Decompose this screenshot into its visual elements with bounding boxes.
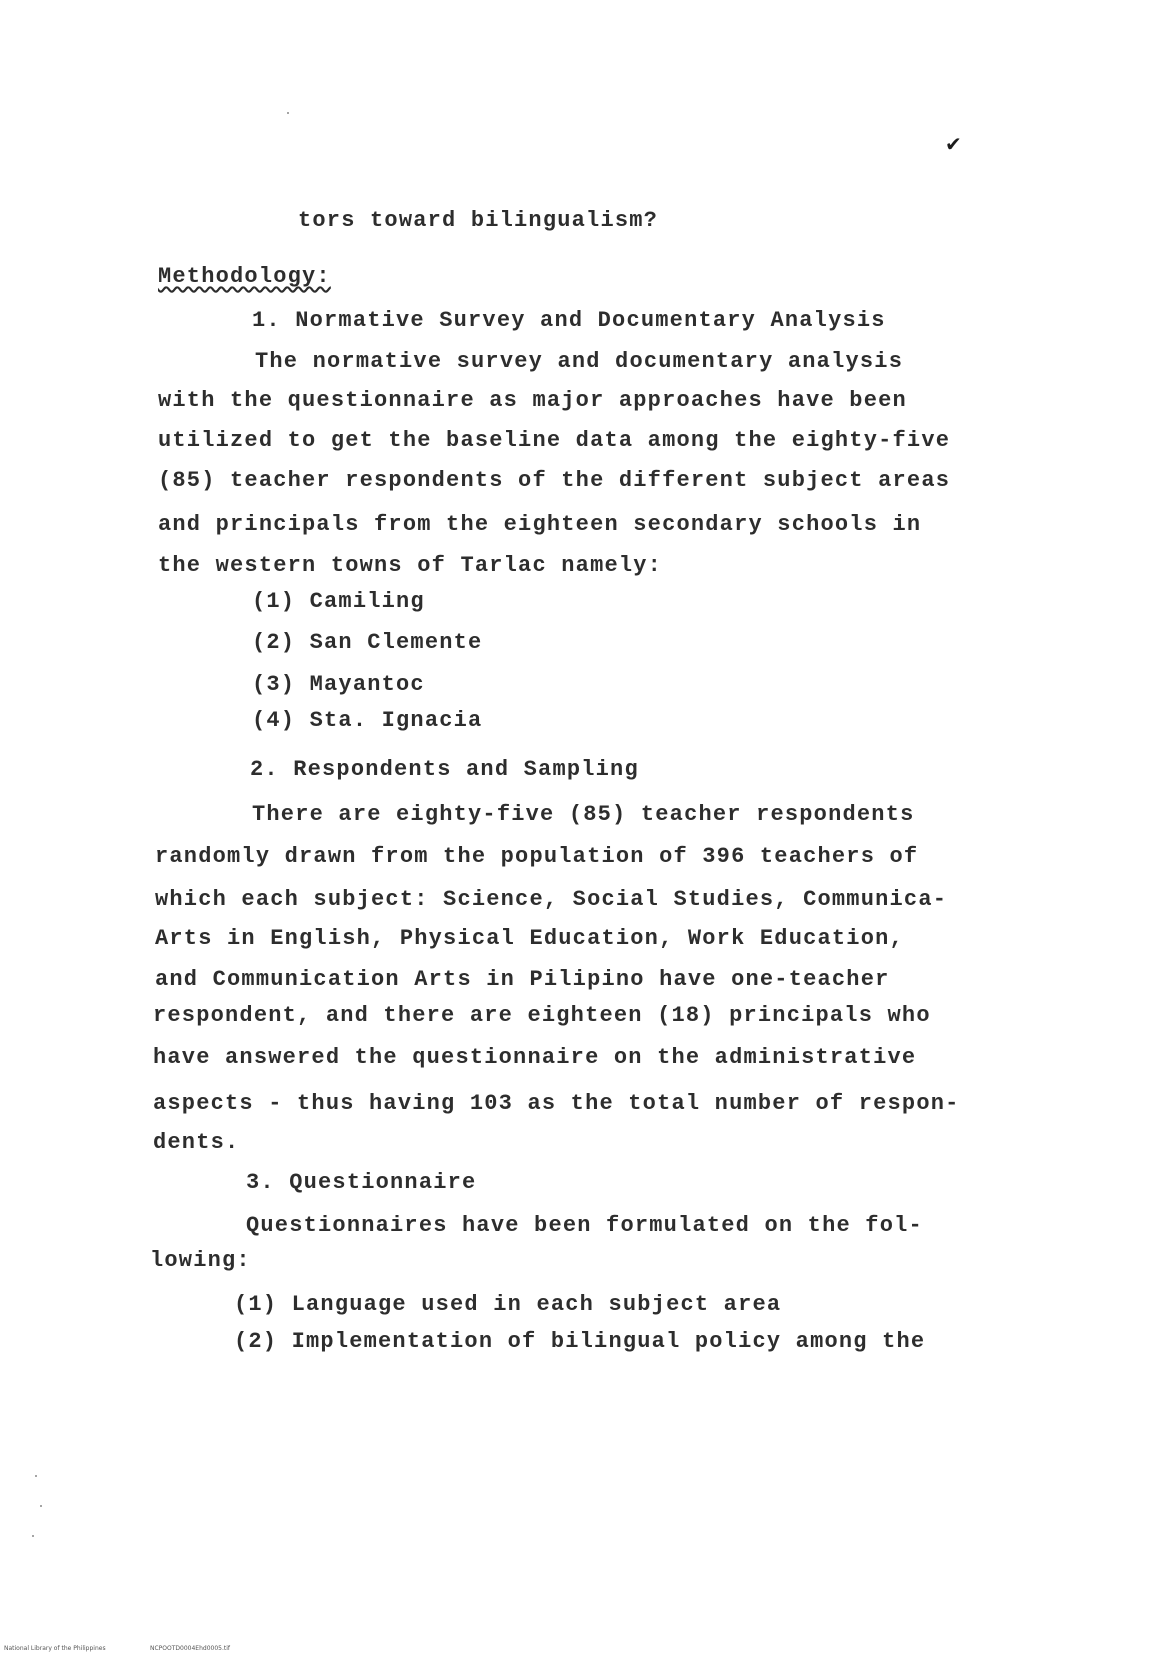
section-3-line: Questionnaires have been formulated on the fol- xyxy=(246,1213,923,1238)
section-2-line: Arts in English, Physical Education, Work Education, xyxy=(155,926,904,951)
methodology-heading: Methodology: xyxy=(158,264,331,289)
section-1-line: The normative survey and documentary analysis xyxy=(255,349,904,374)
section-2-line: which each subject: Science, Social Studies, Communica- xyxy=(155,887,948,912)
footer-file-name: NCPOOTD0004Ehd0005.tif xyxy=(150,1645,231,1652)
questionnaire-item: (2) Implementation of bilingual policy among the xyxy=(234,1329,926,1354)
check-mark-icon: ✔ xyxy=(945,132,962,156)
section-2-line: and Communication Arts in Pilipino have one-teacher xyxy=(155,967,890,992)
section-1-line: (85) teacher respondents of the different subject areas xyxy=(158,468,951,493)
section-1-line: utilized to get the baseline data among the eighty-five xyxy=(158,428,951,453)
town-list-item: (1) Camiling xyxy=(252,589,425,614)
section-2-line: randomly drawn from the population of 396 teachers of xyxy=(155,844,919,869)
questionnaire-item: (1) Language used in each subject area xyxy=(234,1292,782,1317)
section-2-line: have answered the questionnaire on the administrative xyxy=(153,1045,917,1070)
section-1-line: and principals from the eighteen secondary schools in xyxy=(158,512,922,537)
scan-speck xyxy=(287,112,289,114)
town-list-item: (2) San Clemente xyxy=(252,630,483,655)
section-1-title: 1. Normative Survey and Documentary Analysis xyxy=(252,308,886,333)
section-2-line: There are eighty-five (85) teacher respondents xyxy=(252,802,915,827)
town-list-item: (3) Mayantoc xyxy=(252,672,425,697)
continuation-line: tors toward bilingualism? xyxy=(298,208,659,233)
section-2-line: aspects - thus having 103 as the total number of respon- xyxy=(153,1091,960,1116)
section-2-line: respondent, and there are eighteen (18) principals who xyxy=(153,1003,931,1028)
section-3-line: lowing: xyxy=(150,1248,251,1273)
scan-speck xyxy=(32,1535,34,1537)
section-3-title: 3. Questionnaire xyxy=(246,1170,477,1195)
town-list-item: (4) Sta. Ignacia xyxy=(252,708,483,733)
section-1-line: the western towns of Tarlac namely: xyxy=(158,553,663,578)
scan-speck xyxy=(40,1505,42,1507)
section-1-line: with the questionnaire as major approaches have been xyxy=(158,388,907,413)
section-2-title: 2. Respondents and Sampling xyxy=(250,757,639,782)
section-2-line: dents. xyxy=(153,1130,240,1155)
scan-speck xyxy=(35,1475,37,1477)
footer-library-name: National Library of the Philippines xyxy=(4,1645,106,1652)
